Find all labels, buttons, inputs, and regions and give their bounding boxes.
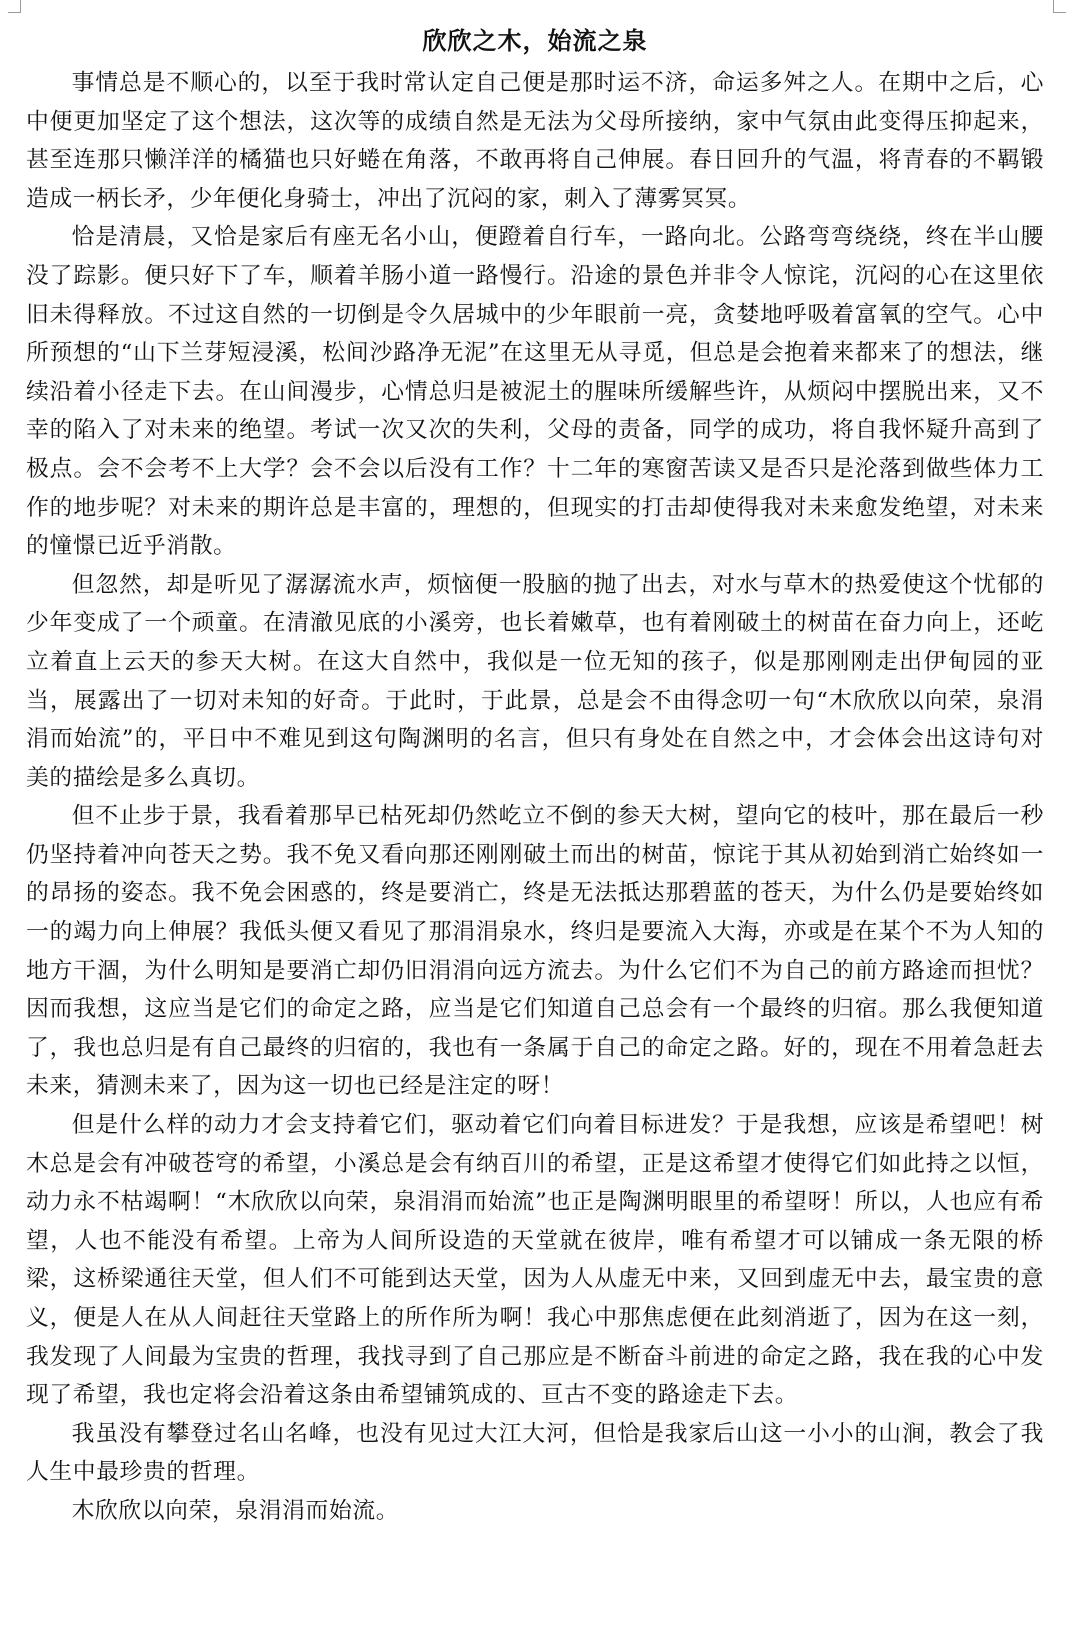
- paragraph-5: 但是什么样的动力才会支持着它们，驱动着它们向着目标进发？于是我想，应该是希望吧！树木总是会有冲破苍穹的希望，小溪总是会有纳百川的希望，正是这希望才使得它们如此持之以恒，动力永不枯竭啊！“木欣欣以向荣，泉涓涓而始流”也正是陶渊明眼里的希望呀！所以，人也应有希望，人也不能没有希望。上帝为人间所设造的天堂就在彼岸，唯有希望才可以铺成一条无限的桥梁，这桥梁通往天堂，但人们不可能到达天堂，因为人从虚无中来，又回到虚无中去，最宝贵的意义，便是人在从人间赶往天堂路上的所作所为啊！我心中那焦虑便在此刻消逝了，因为在这一刻，我发现了人间最为宝贵的哲理，我找寻到了自己那应是不断奋斗前进的命定之路，我在我的心中发现了希望，我也定将会沿着这条由希望铺筑成的、亘古不变的路途走下去。: [26, 1112, 1044, 1409]
- page-corner-mark-right: [1053, 0, 1066, 13]
- paragraph-3: 但忽然，却是听见了潺潺流水声，烦恼便一股脑的抛了出去，对水与草木的热爱使这个忧郁的少年变成了一个顽童。在清澈见底的小溪旁，也长着嫩草，也有着刚破土的树苗在奋力向上，还屹立着直上云天的参天大树。在这大自然中，我似是一位无知的孩子，似是那刚刚走出伊甸园的亚当，展露出了一切对未知的好奇。于此时，于此景，总是会不由得念叨一句“木欣欣以向荣，泉涓涓而始流”的，平日中不难见到这句陶渊明的名言，但只有身处在自然之中，才会体会出这诗句对美的描绘是多么真切。: [26, 571, 1044, 791]
- page-corner-mark-left: [8, 0, 21, 13]
- paragraph-6: 我虽没有攀登过名山名峰，也没有见过大江大河，但恰是我家后山这一小小的山涧，教会了我人生中最珍贵的哲理。: [26, 1420, 1044, 1486]
- paragraph-1: 事情总是不顺心的，以至于我时常认定自己便是那时运不济，命运多舛之人。在期中之后，心中便更加坚定了这个想法，这次等的成绩自然是无法为父母所接纳，家中气氛由此变得压抑起来，甚至连那只懒洋洋的橘猫也只好蜷在角落，不敢再将自己伸展。春日回升的气温，将青春的不羁锻造成一柄长矛，少年便化身骑士，冲出了沉闷的家，刺入了薄雾冥冥。: [26, 70, 1044, 212]
- paragraph-2: 恰是清晨，又恰是家后有座无名小山，便蹬着自行车，一路向北。公路弯弯绕绕，终在半山腰没了踪影。便只好下了车，顺着羊肠小道一路慢行。沿途的景色并非令人惊诧，沉闷的心在这里依旧未得释放。不过这自然的一切倒是令久居城中的少年眼前一亮，贪婪地呼吸着富氧的空气。心中所预想的“山下兰芽短浸溪，松间沙路净无泥”在这里无从寻觅，但总是会抱着来都来了的想法，继续沿着小径走下去。在山间漫步，心情总归是被泥土的腥味所缓解些许，从烦闷中摆脱出来，又不幸的陷入了对未来的绝望。考试一次又次的失利，父母的责备，同学的成功，将自我怀疑升高到了极点。会不会考不上大学？会不会以后没有工作？十二年的寒窗苦读又是否只是沦落到做些体力工作的地步呢？对未来的期许总是丰富的，理想的，但现实的打击却使得我对未来愈发绝望，对未来的憧憬已近乎消散。: [26, 224, 1044, 560]
- paragraph-4: 但不止步于景，我看着那早已枯死却仍然屹立不倒的参天大树，望向它的枝叶，那在最后一秒仍坚持着冲向苍天之势。我不免又看向那还刚刚破土而出的树苗，惊诧于其从初始到消亡始终如一的昂扬的姿态。我不免会困惑的，终是要消亡，终是无法抵达那碧蓝的苍天，为什么仍是要始终如一的竭力向上伸展？我低头便又看见了那涓涓泉水，终归是要流入大海，亦或是在某个不为人知的地方干涸，为什么明知是要消亡却仍旧涓涓向远方流去。为什么它们不为自己的前方路途而担忧？因而我想，这应当是它们的命定之路，应当是它们知道自己总会有一个最终的归宿。那么我便知道了，我也总归是有自己最终的归宿的，我也有一条属于自己的命定之路。好的，现在不用着急赶去未来，猜测未来了，因为这一切也已经是注定的呀！: [26, 803, 1044, 1100]
- essay-title: 欣欣之木，始流之泉: [422, 26, 648, 55]
- paragraph-7: 木欣欣以向荣，泉涓涓而始流。: [71, 1497, 400, 1524]
